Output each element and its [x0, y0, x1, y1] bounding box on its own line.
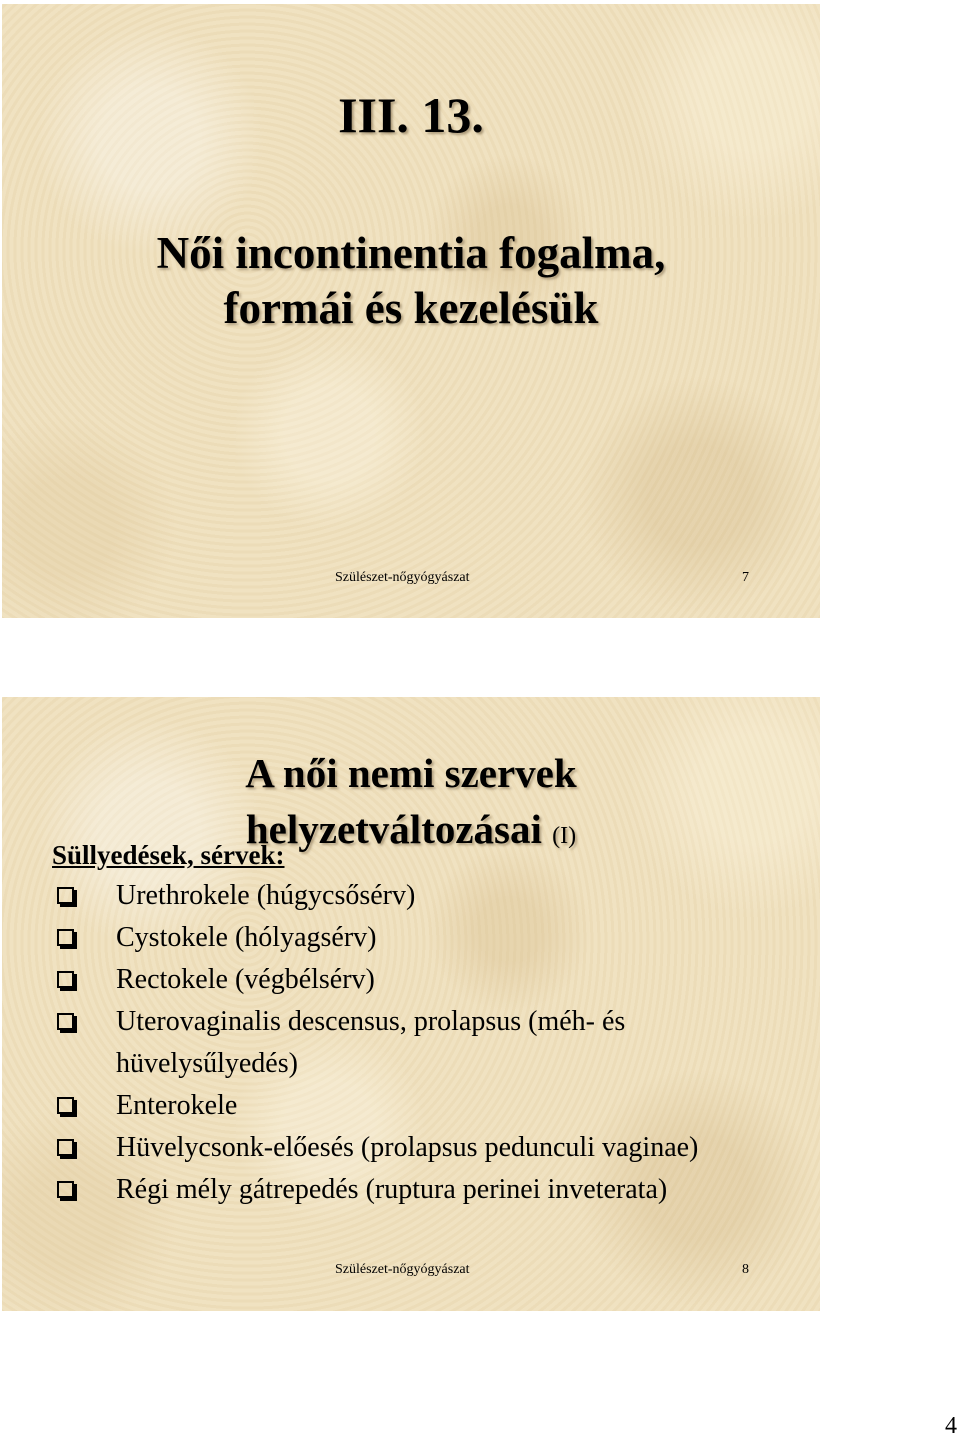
slide-title-line-1: A női nemi szervek [245, 750, 577, 796]
checkbox-bullet-icon [57, 971, 74, 988]
slide-footer: Szülészet-nőgyógyászat [335, 1262, 470, 1277]
list-item [54, 1085, 794, 1127]
checkbox-bullet-icon [57, 1097, 74, 1114]
checkbox-bullet-icon [57, 887, 74, 904]
bullet-list [54, 875, 794, 1211]
list-item [54, 1169, 794, 1211]
checkbox-bullet-icon [57, 1139, 74, 1156]
list-item-text: Rectokele (végbélsérv) [116, 964, 375, 995]
subheading: Süllyedések, sérvek: [52, 840, 285, 870]
list-item [54, 1127, 794, 1169]
slide-title-line-2-text: helyzetváltozásai [245, 806, 542, 852]
slide-title-line-2: formái és kezelésük [223, 283, 599, 333]
slide-2 [2, 697, 820, 1311]
checkbox-bullet-icon [57, 1013, 74, 1030]
list-item-text: Hüvelycsonk-előesés (prolapsus pedunculi vaginae) [116, 1132, 699, 1163]
slide-footer: Szülészet-nőgyógyászat [335, 570, 470, 585]
checkbox-bullet-icon [57, 1181, 74, 1198]
list-item-text: Régi mély gátrepedés (ruptura perinei inveterata) [116, 1174, 668, 1205]
page-number: 4 [945, 1413, 957, 1439]
list-item [54, 1001, 794, 1085]
slide-title-suffix: (I) [552, 823, 577, 849]
list-item-text: Uterovaginalis descensus, prolapsus (méh- és hüvelysűlyedés) [116, 1006, 626, 1079]
slide-number: 7 [742, 570, 749, 585]
list-item [54, 959, 794, 1001]
list-item-text: Enterokele [116, 1090, 238, 1121]
list-item-text: Urethrokele (húgycsősérv) [116, 880, 416, 911]
slide-title-line-1: Női incontinentia fogalma, [156, 228, 666, 278]
list-item [54, 875, 794, 917]
list-item-text: Cystokele (hólyagsérv) [116, 922, 377, 953]
slide-number: 8 [742, 1262, 749, 1277]
checkbox-bullet-icon [57, 929, 74, 946]
slide-title [2, 226, 820, 336]
list-item [54, 917, 794, 959]
slide-1 [2, 4, 820, 618]
slide-heading: III. 13. [338, 87, 484, 143]
